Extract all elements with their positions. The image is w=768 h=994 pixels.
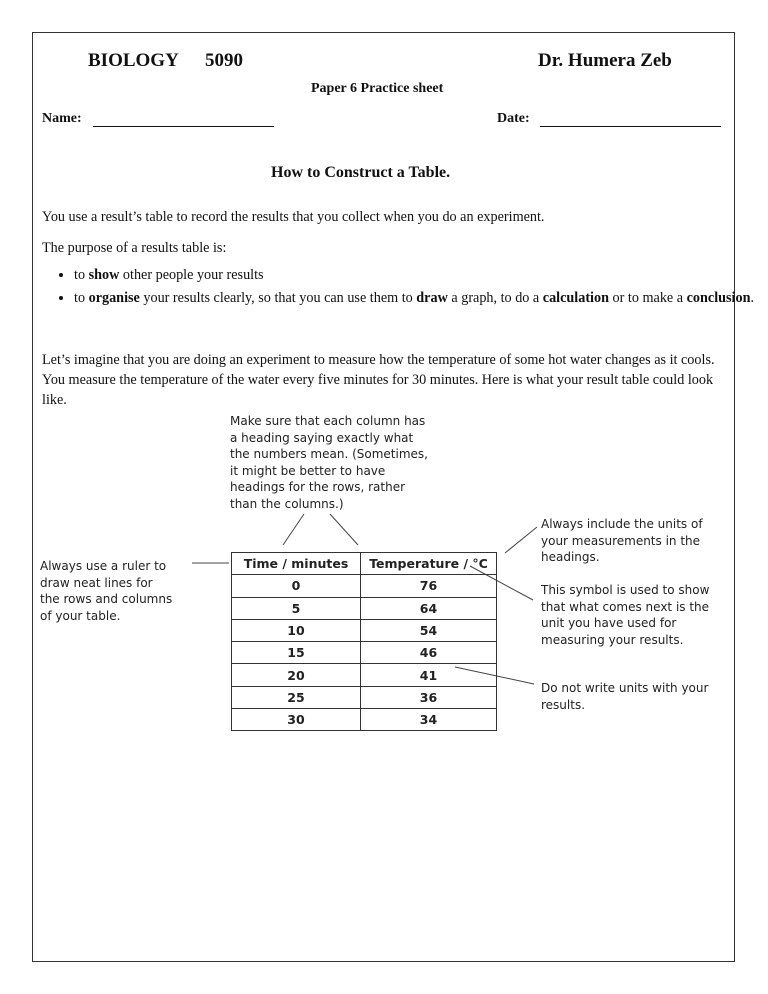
time-cell: 30 [232, 709, 361, 731]
table-row [232, 642, 497, 664]
intro-text: You use a result’s table to record the results that you collect when you do an experiment. [42, 209, 545, 225]
temperature-column-header: Temperature / °C [361, 553, 497, 575]
list-item: • to organise your results clearly, so that you can use them to draw a graph, to do a calculation or to make a conclusion. [74, 288, 764, 308]
annotation-ruler: Always use a ruler to draw neat lines for the rows and columns of your table. [40, 559, 173, 623]
temperature-cell: 41 [361, 664, 497, 686]
temperature-cell: 76 [361, 575, 497, 597]
table-row [232, 709, 497, 731]
purpose-text: The purpose of a results table is: [42, 240, 227, 256]
list-item: • to show other people your results [74, 265, 764, 285]
table-row [232, 597, 497, 619]
experiment-paragraph: Let’s imagine that you are doing an experiment to measure how the temperature of some hot water changes as it cools. You measure the temperature of the water every five minutes for 30 minutes. Here is what your result table could look like. [42, 352, 715, 408]
temperature-cell: 34 [361, 709, 497, 731]
table-row [232, 619, 497, 641]
sheet-subtitle: Paper 6 Practice sheet [311, 81, 444, 96]
annotation-headings: Make sure that each column has a heading saying exactly what the numbers mean. (Sometimes, it might be better to have headings for the rows, rather than the columns.) [230, 414, 428, 511]
temperature-cell: 54 [361, 619, 497, 641]
table-header-row [232, 553, 497, 575]
time-cell: 0 [232, 575, 361, 597]
time-cell: 10 [232, 619, 361, 641]
time-cell: 15 [232, 642, 361, 664]
temperature-cell: 64 [361, 597, 497, 619]
teacher-name: Dr. Humera Zeb [538, 50, 672, 71]
results-table [231, 552, 497, 731]
temperature-cell: 36 [361, 686, 497, 708]
table-row [232, 686, 497, 708]
annotation-units: Always include the units of your measurements in the headings. [541, 517, 703, 564]
annotation-no-units: Do not write units with your results. [541, 681, 709, 712]
time-cell: 5 [232, 597, 361, 619]
subject: BIOLOGY [88, 50, 179, 71]
table-row [232, 575, 497, 597]
time-cell: 20 [232, 664, 361, 686]
table-row [232, 664, 497, 686]
temperature-cell: 46 [361, 642, 497, 664]
date-label: Date: [497, 111, 530, 126]
page-title: How to Construct a Table. [271, 164, 451, 181]
name-label: Name: [42, 111, 82, 126]
course-code: 5090 [205, 50, 243, 71]
annotation-symbol: This symbol is used to show that what comes next is the unit you have used for measuring your results. [541, 583, 710, 647]
time-cell: 25 [232, 686, 361, 708]
time-column-header: Time / minutes [232, 553, 361, 575]
